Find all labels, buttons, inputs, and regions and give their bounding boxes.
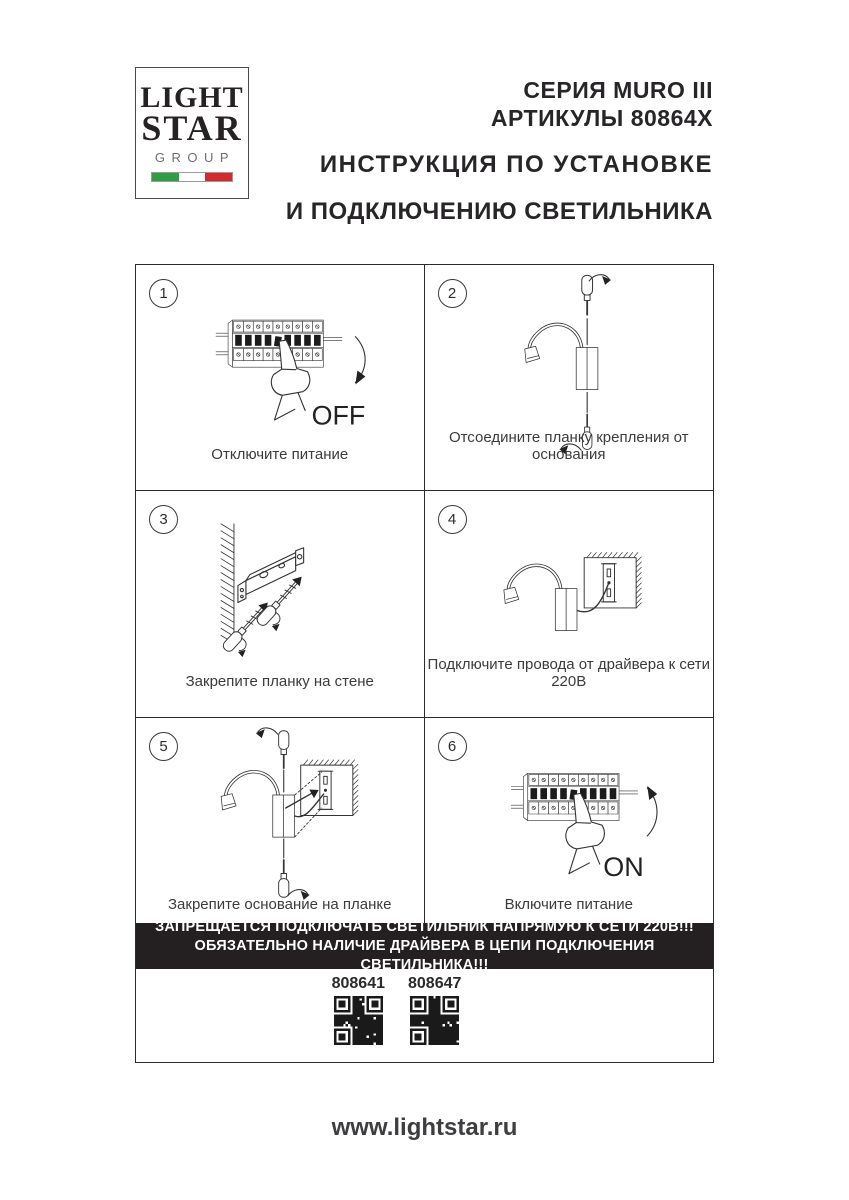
breaker-on-illustration xyxy=(425,718,714,923)
product-code: 808647 xyxy=(408,975,462,992)
warning-line2: ОБЯЗАТЕЛЬНО НАЛИЧИЕ ДРАЙВЕРА В ЦЕПИ ПОДКЛЮЧЕНИЯ СВЕТИЛЬНИКА!!! xyxy=(194,937,655,973)
step-caption: Включите питание xyxy=(504,896,633,913)
step-number-badge: 6 xyxy=(438,732,467,761)
product-codes-section xyxy=(136,969,713,1062)
step-number-badge: 4 xyxy=(438,505,467,534)
step-caption: Закрепите планку на стене xyxy=(185,673,374,690)
warning-banner xyxy=(136,918,713,973)
product-808641 xyxy=(332,974,385,1045)
instruction-title-line1: ИНСТРУКЦИЯ ПО УСТАНОВКЕ xyxy=(319,151,713,178)
step-cell-4 xyxy=(425,491,714,718)
attach-base-illustration xyxy=(136,718,424,923)
series-title: СЕРИЯ MURO III xyxy=(523,77,713,103)
qr-code xyxy=(334,996,383,1045)
on-label: ON xyxy=(602,852,644,882)
website-url: www.lightstar.ru xyxy=(331,1114,518,1141)
step-cell-6 xyxy=(425,718,714,923)
articles-title: АРТИКУЛЫ 80864X xyxy=(490,105,713,131)
off-label: OFF xyxy=(311,400,366,431)
step-cell-2 xyxy=(425,265,714,491)
italian-flag-icon xyxy=(151,172,233,182)
step-number-badge: 3 xyxy=(149,505,178,534)
step-number-badge: 5 xyxy=(149,732,178,761)
warning-line1: ЗАПРЕЩАЕТСЯ ПОДКЛЮЧАТЬ СВЕТИЛЬНИК НАПРЯМУЮ К СЕТИ 220В!!! xyxy=(155,918,694,935)
step-caption: Отсоедините планку крепления от основания xyxy=(448,429,689,463)
logo-text-light: LIGHT xyxy=(140,81,244,114)
instruction-table xyxy=(135,264,714,1063)
logo-text-star: STAR xyxy=(141,108,243,148)
logo-text-group: GROUP xyxy=(154,150,236,165)
step-number-badge: 2 xyxy=(438,279,467,308)
step-caption: Отключите питание xyxy=(211,446,349,463)
step-number-badge: 1 xyxy=(149,279,178,308)
lightstar-logo xyxy=(135,67,249,199)
product-808647 xyxy=(408,974,461,1045)
qr-code xyxy=(410,996,459,1045)
document-header xyxy=(286,76,713,226)
product-code: 808641 xyxy=(331,975,385,992)
step-cell-5 xyxy=(136,718,425,923)
step-cell-1 xyxy=(136,265,425,491)
step-caption: Подключите провода от драйвера к сети 220В xyxy=(427,656,710,690)
step-caption: Закрепите основание на планке xyxy=(167,896,392,913)
step-cell-3 xyxy=(136,491,425,718)
instruction-title-line2: И ПОДКЛЮЧЕНИЮ СВЕТИЛЬНИКА xyxy=(285,198,713,225)
